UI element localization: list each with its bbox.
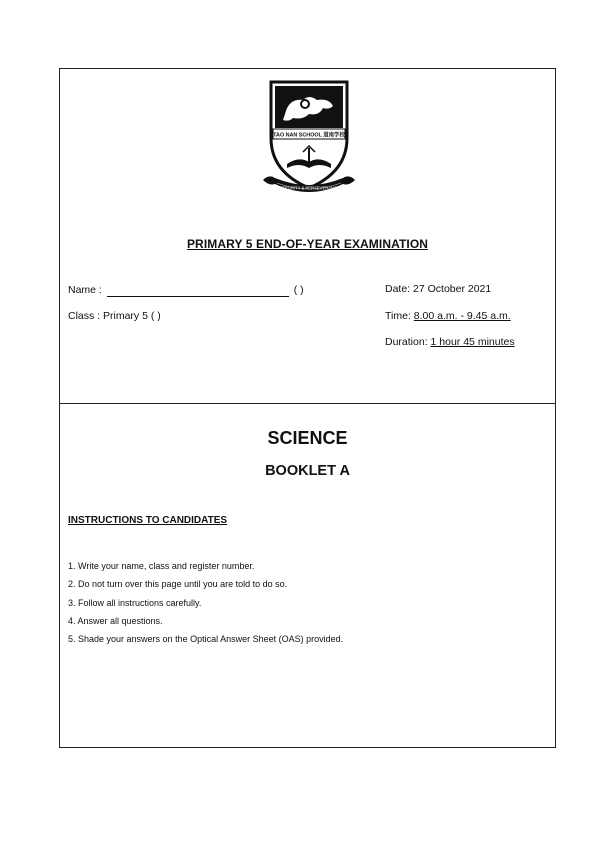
instruction-item: 2. Do not turn over this page until you are told to do so. — [68, 579, 288, 590]
instruction-item: 3. Follow all instructions carefully. — [68, 597, 202, 608]
section-divider — [60, 403, 555, 404]
register-number-paren: ( ) — [293, 284, 304, 296]
instruction-item: 5. Shade your answers on the Optical Answer Sheet (OAS) provided. — [68, 634, 344, 645]
date-field: Date: 27 October 2021 — [385, 283, 492, 295]
time-field — [385, 310, 511, 322]
name-blank — [107, 284, 289, 297]
school-crest-icon — [259, 76, 359, 200]
exam-title: PRIMARY 5 END-OF-YEAR EXAMINATION — [186, 237, 429, 251]
duration-field — [385, 336, 515, 348]
crest-school-name: TAO NAN SCHOOL 道南学校 — [273, 132, 345, 139]
name-label: Name : — [68, 284, 102, 296]
cover-page — [59, 68, 556, 748]
crest-motto: INTEGRITY & PERSEVERANCE — [278, 185, 340, 191]
instruction-item: 4. Answer all questions. — [68, 615, 163, 626]
duration-label: Duration: — [385, 336, 428, 348]
instruction-item: 1. Write your name, class and register number. — [68, 561, 255, 571]
time-value: 8.00 a.m. - 9.45 a.m. — [413, 310, 511, 322]
booklet-title: BOOKLET A — [265, 463, 350, 479]
duration-value: 1 hour 45 minutes — [430, 336, 515, 348]
instructions-list — [68, 557, 343, 648]
class-field: Class : Primary 5 ( ) — [68, 310, 161, 322]
time-label: Time: — [385, 310, 411, 322]
instructions-heading: INSTRUCTIONS TO CANDIDATES — [68, 515, 228, 526]
name-field — [68, 284, 304, 297]
subject-title: SCIENCE — [267, 428, 348, 448]
